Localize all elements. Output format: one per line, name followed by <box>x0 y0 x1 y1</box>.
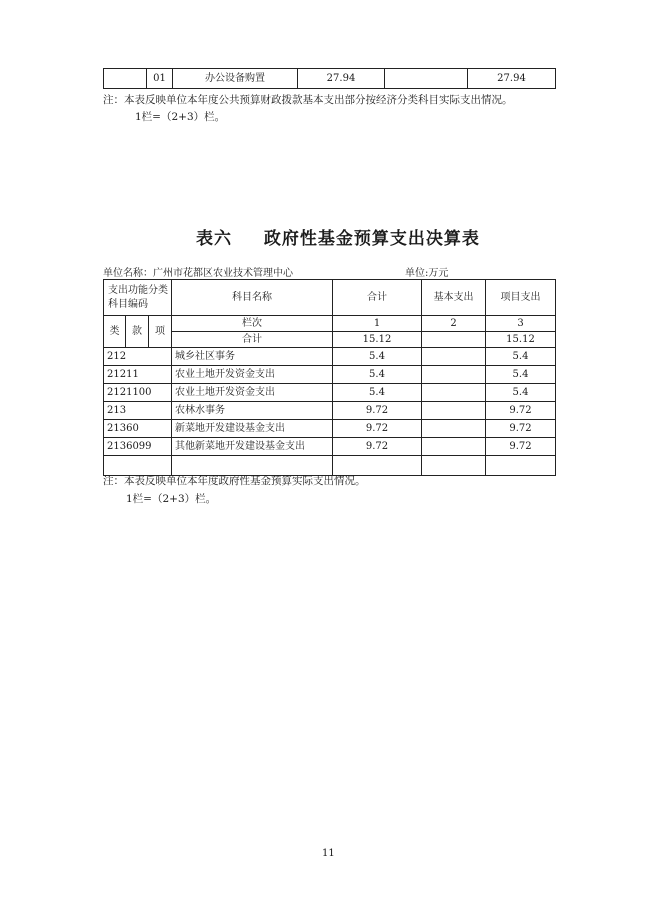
row-basic <box>422 366 486 384</box>
row-name: 新菜地开发建设基金支出 <box>172 420 333 438</box>
col-2-no: 2 <box>422 316 486 332</box>
page-number: 11 <box>322 848 335 859</box>
unit-org-label: 单位名称：广州市花都区农业技术管理中心 <box>103 268 293 279</box>
row-total: 5.4 <box>333 366 422 384</box>
row-total: 5.4 <box>333 384 422 402</box>
subject-name-header: 科目名称 <box>172 280 333 316</box>
row-project: 5.4 <box>486 366 556 384</box>
table-cell-basic <box>385 69 468 89</box>
table-cell-project: 27.94 <box>468 69 556 89</box>
func-class-header: 支出功能分类科目编码 <box>104 280 172 316</box>
row-basic <box>422 420 486 438</box>
empty-cell <box>486 456 556 476</box>
row-code: 2136099 <box>104 438 172 456</box>
row-name: 城乡社区事务 <box>172 348 333 366</box>
row-code: 21211 <box>104 366 172 384</box>
column-no-label: 栏次 <box>172 316 333 332</box>
col-3-no: 3 <box>486 316 556 332</box>
gov-fund-expense-table <box>103 279 556 476</box>
row-basic <box>422 438 486 456</box>
row-code: 212 <box>104 348 172 366</box>
sum-label: 合计 <box>172 332 333 348</box>
table-cell-lei <box>104 69 147 89</box>
row-name: 其他新菜地开发建设基金支出 <box>172 438 333 456</box>
table-cell-total: 27.94 <box>298 69 385 89</box>
kuan-header: 款 <box>126 316 149 348</box>
empty-cell <box>422 456 486 476</box>
table6-note-line2: 1栏=（2+3）栏。 <box>126 493 217 505</box>
top-note-line1: 注：本表反映单位本年度公共预算财政拨款基本支出部分按经济分类科目实际支出情况。 <box>103 94 513 106</box>
row-project: 9.72 <box>486 402 556 420</box>
row-basic <box>422 402 486 420</box>
table6-title-text: 政府性基金预算支出决算表 <box>263 229 480 249</box>
sum-basic <box>422 332 486 348</box>
table-row <box>104 420 556 438</box>
lei-header: 类 <box>104 316 126 348</box>
economic-class-table-tail <box>103 68 556 89</box>
table-row <box>104 384 556 402</box>
table-row <box>104 438 556 456</box>
sum-project: 15.12 <box>486 332 556 348</box>
row-code: 21360 <box>104 420 172 438</box>
row-code: 213 <box>104 402 172 420</box>
row-total: 5.4 <box>333 348 422 366</box>
table-row <box>104 348 556 366</box>
row-basic <box>422 348 486 366</box>
row-project: 9.72 <box>486 438 556 456</box>
row-name: 农林水事务 <box>172 402 333 420</box>
sum-row <box>104 332 556 348</box>
row-name: 农业土地开发资金支出 <box>172 384 333 402</box>
table6-note-line1: 注：本表反映单位本年度政府性基金预算实际支出情况。 <box>103 475 366 487</box>
row-basic <box>422 384 486 402</box>
unit-money-label: 单位:万元 <box>405 268 449 279</box>
top-note-line2: 1栏=（2+3）栏。 <box>135 111 226 123</box>
row-name: 农业土地开发资金支出 <box>172 366 333 384</box>
table-row <box>104 402 556 420</box>
table6-title <box>196 224 480 249</box>
row-total: 9.72 <box>333 438 422 456</box>
xiang-header: 项 <box>149 316 172 348</box>
col-1-no: 1 <box>333 316 422 332</box>
sum-total: 15.12 <box>333 332 422 348</box>
project-expense-header: 项目支出 <box>486 280 556 316</box>
table-cell-subject-name: 办公设备购置 <box>173 69 298 89</box>
row-total: 9.72 <box>333 402 422 420</box>
basic-expense-header: 基本支出 <box>422 280 486 316</box>
table-row <box>104 366 556 384</box>
table-cell-kuan: 01 <box>147 69 173 89</box>
header-row-lei <box>104 316 556 332</box>
row-total: 9.72 <box>333 420 422 438</box>
row-code: 2121100 <box>104 384 172 402</box>
table-row <box>104 69 556 89</box>
row-project: 5.4 <box>486 384 556 402</box>
total-header: 合计 <box>333 280 422 316</box>
header-row-1 <box>104 280 556 316</box>
row-project: 9.72 <box>486 420 556 438</box>
row-project: 5.4 <box>486 348 556 366</box>
table6-title-prefix: 表六 <box>196 229 232 249</box>
